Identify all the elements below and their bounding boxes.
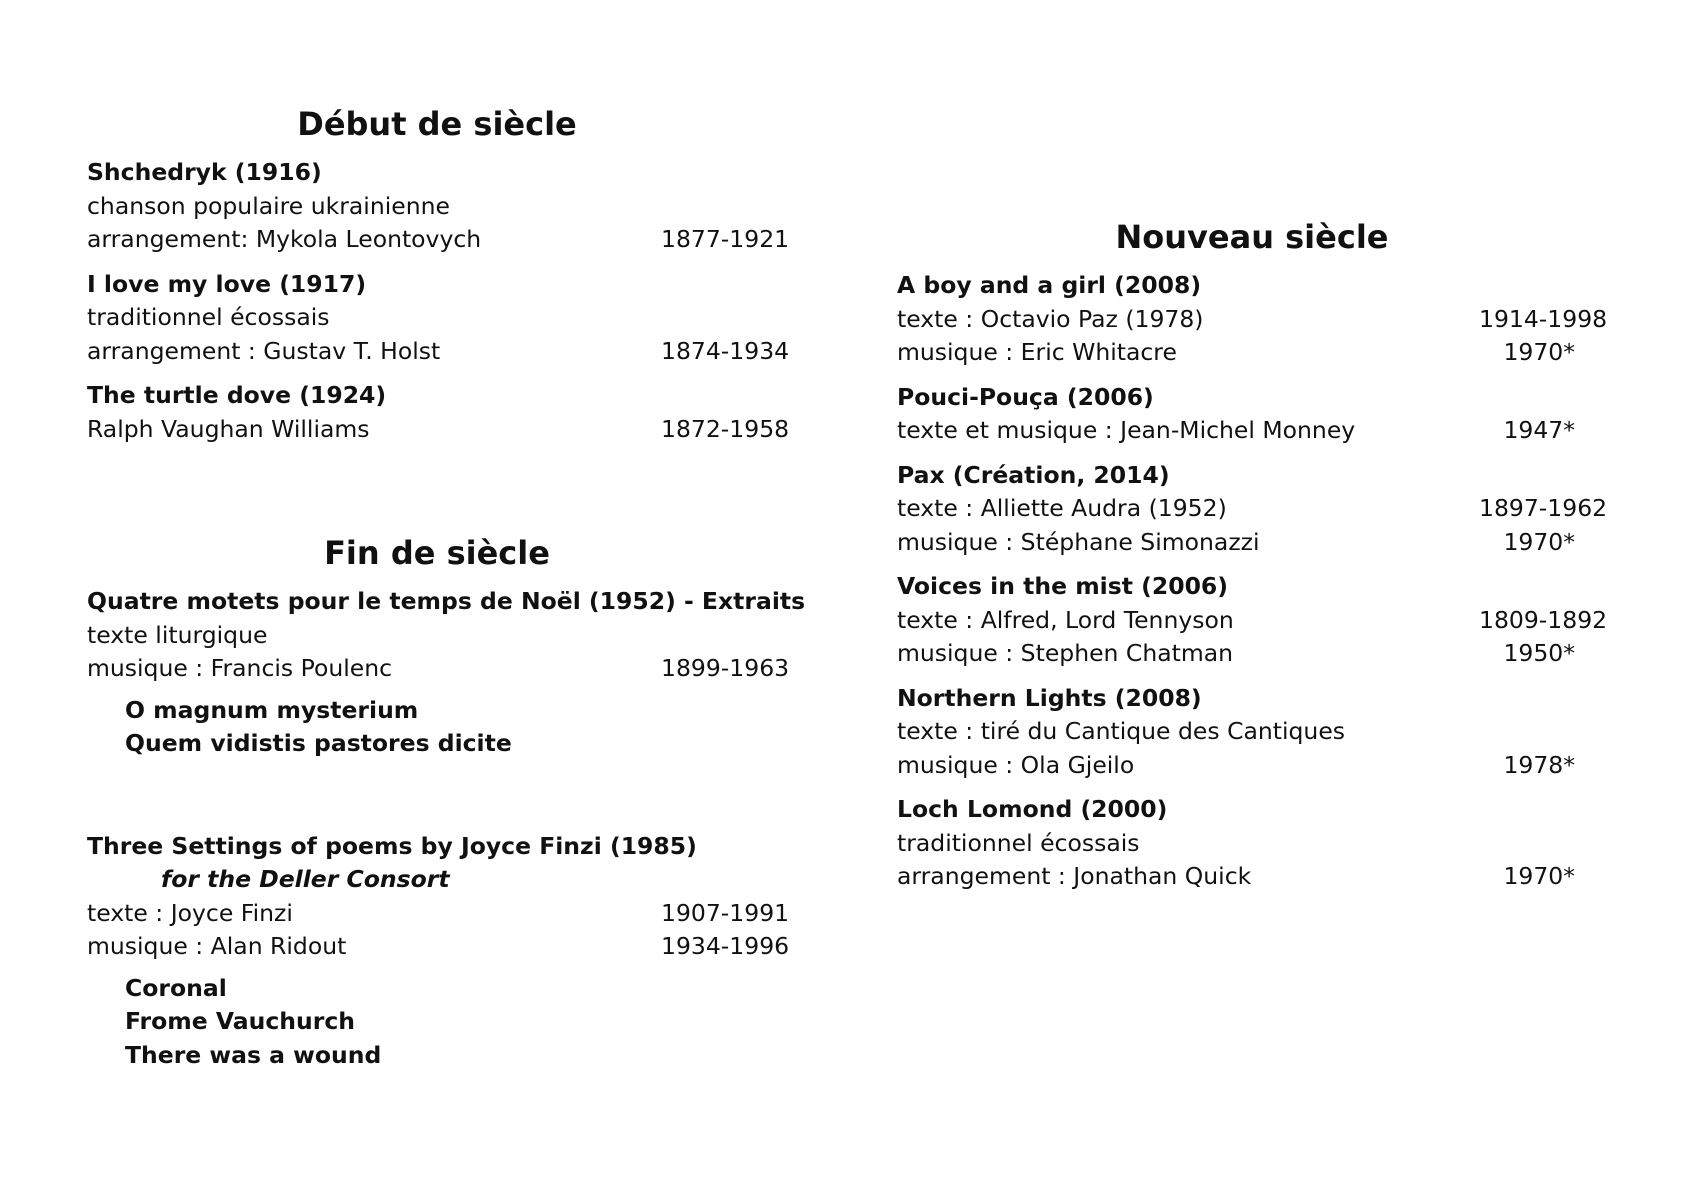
piece-line <box>897 492 1607 526</box>
line-dates <box>661 619 787 653</box>
line-dates: 1970* <box>1503 862 1575 890</box>
movement-item: O magnum mysterium <box>125 695 419 724</box>
piece-northern-lights <box>897 682 1607 783</box>
line-text: musique : Ola Gjeilo <box>897 750 1135 779</box>
movement-item: Quem vidistis pastores dicite <box>125 729 512 757</box>
line-dates: 1877-1921 <box>661 225 790 253</box>
line-text: texte et musique : Jean-Michel Monney <box>897 416 1356 444</box>
piece-line <box>897 637 1607 671</box>
right-column <box>897 215 1607 905</box>
line-dates <box>1479 715 1607 749</box>
piece-poulenc <box>87 585 806 761</box>
movement-list <box>87 694 787 761</box>
line-dates: 1970* <box>1503 527 1575 556</box>
line-text: chanson populaire ukrainienne <box>87 191 450 220</box>
piece-title: Quatre motets pour le temps de Noël (1952) - Extraits <box>87 587 806 615</box>
line-dates: 1914-1998 <box>1479 304 1608 333</box>
line-dates: 1978* <box>1503 750 1575 779</box>
piece-i-love-my-love <box>87 268 790 369</box>
piece-line <box>87 619 787 653</box>
piece-line <box>897 715 1607 749</box>
line-text: musique : Stéphane Simonazzi <box>897 527 1260 556</box>
line-dates: 1934-1996 <box>661 932 790 960</box>
piece-turtle-dove <box>87 379 790 446</box>
piece-line <box>897 526 1607 560</box>
piece-line <box>87 897 790 931</box>
section-title-fin: Fin de siècle <box>324 534 550 572</box>
piece-loch-lomond <box>897 793 1607 894</box>
line-text: musique : Eric Whitacre <box>897 338 1177 366</box>
line-text: Ralph Vaughan Williams <box>87 414 370 443</box>
line-dates: 1897-1962 <box>1479 494 1608 522</box>
line-text: arrangement : Gustav T. Holst <box>87 336 441 365</box>
piece-line <box>897 303 1607 337</box>
piece-title: Pax (Création, 2014) <box>897 460 1170 489</box>
piece-title: Three Settings of poems by Joyce Finzi (1985) <box>87 831 697 860</box>
line-dates: 1809-1892 <box>1479 605 1608 634</box>
piece-title: A boy and a girl (2008) <box>897 271 1202 299</box>
line-dates: 1874-1934 <box>661 336 790 365</box>
piece-title: Voices in the mist (2006) <box>897 572 1229 600</box>
piece-line <box>87 301 787 335</box>
line-text: traditionnel écossais <box>87 303 330 331</box>
piece-shchedryk <box>87 156 790 257</box>
piece-ridout <box>87 830 790 1073</box>
left-column <box>87 102 806 1083</box>
line-dates: 1970* <box>1503 338 1575 366</box>
line-dates: 1907-1991 <box>661 898 790 927</box>
spacer <box>87 772 787 830</box>
line-dates <box>1479 827 1607 861</box>
piece-boy-and-girl <box>897 269 1607 370</box>
movement-list <box>87 972 787 1073</box>
piece-line <box>87 190 787 224</box>
line-text: musique : Alan Ridout <box>87 932 347 960</box>
line-text: traditionnel écossais <box>897 828 1140 857</box>
line-dates: 1950* <box>1503 639 1575 667</box>
line-dates: 1899-1963 <box>661 654 790 682</box>
movement-item: There was a wound <box>125 1040 382 1069</box>
line-text: arrangement : Jonathan Quick <box>897 862 1252 890</box>
piece-line <box>897 827 1607 861</box>
line-text: musique : Stephen Chatman <box>897 639 1234 667</box>
piece-title: The turtle dove (1924) <box>87 381 387 409</box>
line-text: texte : Alfred, Lord Tennyson <box>897 605 1234 634</box>
piece-line <box>897 414 1607 448</box>
piece-title: Loch Lomond (2000) <box>897 795 1168 823</box>
line-dates <box>661 301 787 335</box>
spacer <box>87 457 787 531</box>
line-text: texte : tiré du Cantique des Cantiques <box>897 717 1346 745</box>
piece-dedication: for the Deller Consort <box>161 865 450 893</box>
piece-line <box>897 604 1607 638</box>
piece-pouci-pouca <box>897 381 1607 448</box>
movement-item: Coronal <box>125 973 227 1002</box>
piece-title: I love my love (1917) <box>87 269 367 298</box>
line-text: texte : Octavio Paz (1978) <box>897 304 1204 333</box>
piece-line <box>897 336 1607 370</box>
piece-title: Northern Lights (2008) <box>897 683 1202 712</box>
movement-item: Frome Vauchurch <box>125 1007 356 1035</box>
piece-line <box>87 930 790 964</box>
piece-line <box>897 860 1607 894</box>
line-text: musique : Francis Poulenc <box>87 654 393 682</box>
piece-title: Pouci-Pouça (2006) <box>897 382 1154 411</box>
line-dates <box>661 190 787 224</box>
line-dates: 1947* <box>1503 416 1575 444</box>
line-text: texte : Joyce Finzi <box>87 898 293 927</box>
piece-line <box>87 335 790 369</box>
line-text: arrangement: Mykola Leontovych <box>87 225 482 253</box>
piece-line <box>897 749 1607 783</box>
line-dates: 1872-1958 <box>661 414 790 443</box>
piece-voices-in-the-mist <box>897 570 1607 671</box>
piece-title: Shchedryk (1916) <box>87 158 322 186</box>
piece-pax <box>897 459 1607 560</box>
piece-line <box>87 223 790 257</box>
line-text: texte : Alliette Audra (1952) <box>897 494 1227 522</box>
line-text: texte liturgique <box>87 620 268 649</box>
piece-line <box>87 413 790 447</box>
section-title-nouveau: Nouveau siècle <box>1115 218 1389 256</box>
section-title-debut: Début de siècle <box>297 105 577 143</box>
piece-line <box>87 652 790 686</box>
